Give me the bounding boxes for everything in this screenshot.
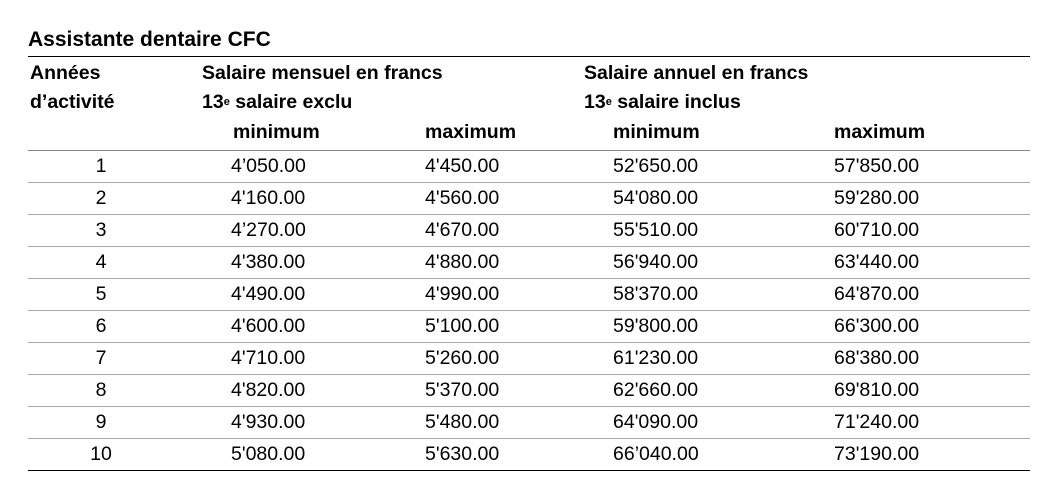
header-monthly-rest: salaire exclu [229, 91, 353, 113]
monthly-max-cell: 4'560.00 [425, 187, 500, 209]
year-cell: 1 [95, 155, 107, 177]
annual-min-cell: 62'660.00 [613, 379, 699, 401]
annual-max-cell: 59'280.00 [834, 187, 920, 209]
header-years-line2: d’activité [30, 91, 115, 113]
monthly-max-cell: 5'260.00 [425, 347, 500, 369]
annual-min-cell: 55'510.00 [613, 219, 699, 241]
monthly-max-cell: 4'880.00 [425, 251, 500, 273]
annual-min-cell: 54'080.00 [613, 187, 699, 209]
table-row [28, 279, 1030, 311]
monthly-max-cell: 4'670.00 [425, 219, 500, 241]
monthly-min-cell: 5'080.00 [231, 443, 306, 465]
annual-max-cell: 71'240.00 [834, 411, 920, 433]
year-cell: 8 [95, 379, 107, 401]
header-monthly-superscript: e [223, 96, 230, 108]
year-cell: 7 [95, 347, 107, 369]
annual-min-cell: 56'940.00 [613, 251, 699, 273]
annual-min-cell: 66’040.00 [613, 443, 699, 465]
annual-max-cell: 73'190.00 [834, 443, 920, 465]
annual-min-cell: 64'090.00 [613, 411, 699, 433]
header-monthly-maximum: maximum [425, 121, 517, 143]
annual-max-cell: 57'850.00 [834, 155, 920, 177]
header-monthly-line2 [202, 88, 352, 117]
header-annual-number: 13 [584, 91, 606, 113]
table-row [28, 215, 1030, 247]
monthly-max-cell: 5'100.00 [425, 315, 500, 337]
header-annual-line1: Salaire annuel en francs [584, 62, 809, 84]
header-monthly-minimum: minimum [233, 121, 320, 143]
salary-table [28, 24, 1030, 471]
year-cell: 3 [95, 219, 107, 241]
year-cell: 2 [95, 187, 107, 209]
table-row [28, 151, 1030, 183]
header-annual-minimum: minimum [613, 121, 700, 143]
annual-max-cell: 68'380.00 [834, 347, 920, 369]
monthly-max-cell: 5'370.00 [425, 379, 500, 401]
table-row [28, 247, 1030, 279]
table-row [28, 343, 1030, 375]
year-cell: 10 [90, 443, 112, 465]
annual-max-cell: 64'870.00 [834, 283, 920, 305]
annual-max-cell: 60'710.00 [834, 219, 920, 241]
annual-max-cell: 66'300.00 [834, 315, 920, 337]
table-row [28, 311, 1030, 343]
header-monthly-number: 13 [202, 91, 224, 113]
table-row [28, 407, 1030, 439]
header-annual-maximum: maximum [834, 121, 926, 143]
year-cell: 6 [95, 315, 107, 337]
monthly-max-cell: 4'990.00 [425, 283, 500, 305]
monthly-min-cell: 4'930.00 [231, 411, 306, 433]
header-annual-line2 [584, 88, 741, 117]
monthly-min-cell: 4’270.00 [231, 219, 306, 241]
table-row [28, 183, 1030, 215]
monthly-min-cell: 4'490.00 [231, 283, 306, 305]
monthly-min-cell: 4'710.00 [231, 347, 306, 369]
monthly-max-cell: 4'450.00 [425, 155, 500, 177]
table-body [28, 150, 1030, 471]
header-monthly-line1: Salaire mensuel en francs [202, 62, 443, 84]
header-annual-superscript: e [605, 96, 612, 108]
monthly-min-cell: 4’050.00 [231, 155, 306, 177]
monthly-min-cell: 4'600.00 [231, 315, 306, 337]
monthly-min-cell: 4'820.00 [231, 379, 306, 401]
annual-max-cell: 63'440.00 [834, 251, 920, 273]
table-title: Assistante dentaire CFC [28, 24, 1030, 57]
annual-min-cell: 58'370.00 [613, 283, 699, 305]
header-years-line1: Années [30, 62, 101, 84]
annual-min-cell: 59'800.00 [613, 315, 699, 337]
year-cell: 9 [95, 411, 107, 433]
table-header [28, 57, 1030, 150]
monthly-max-cell: 5'480.00 [425, 411, 500, 433]
monthly-min-cell: 4'160.00 [231, 187, 306, 209]
monthly-min-cell: 4'380.00 [231, 251, 306, 273]
annual-min-cell: 52'650.00 [613, 155, 699, 177]
annual-min-cell: 61'230.00 [613, 347, 699, 369]
monthly-max-cell: 5'630.00 [425, 443, 500, 465]
header-annual-rest: salaire inclus [611, 91, 741, 113]
year-cell: 4 [95, 251, 107, 273]
table-row [28, 439, 1030, 470]
annual-max-cell: 69'810.00 [834, 379, 920, 401]
year-cell: 5 [95, 283, 107, 305]
table-row [28, 375, 1030, 407]
